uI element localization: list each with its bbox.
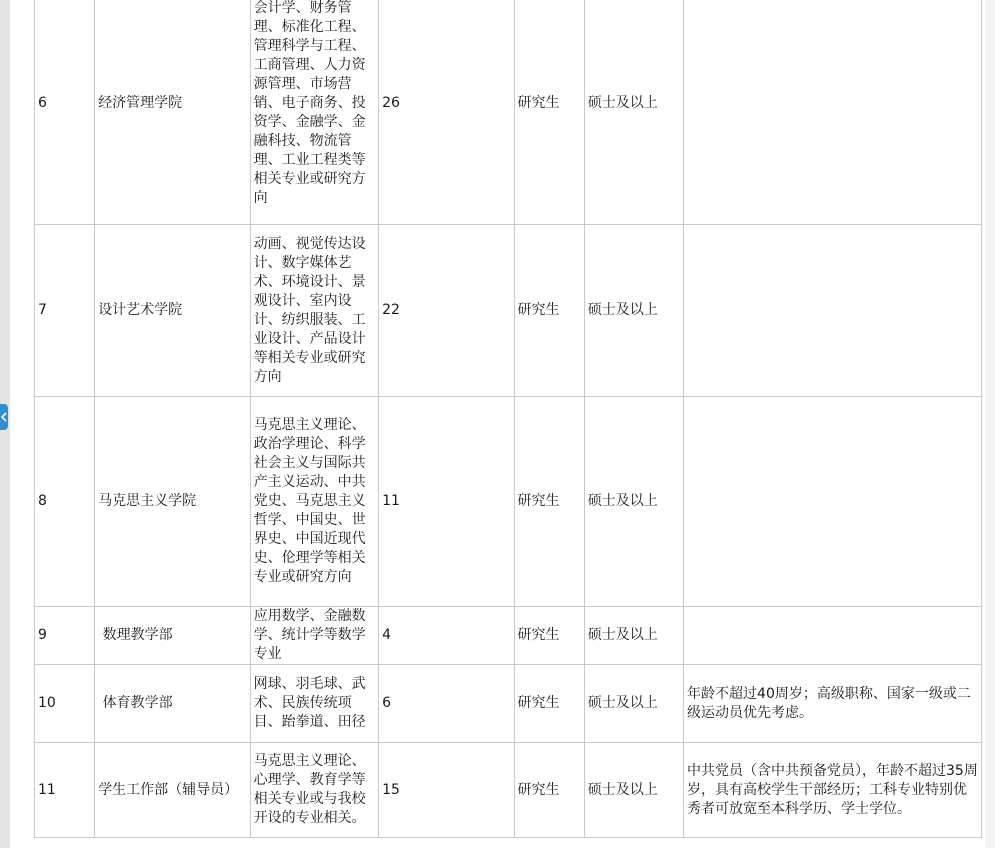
major-requirement: 会计学、财务管理、标准化工程、管理科学与工程、工商管理、人力资源管理、市场营销、电子商务、投资学、金融学、金融科技、物流管理、工业工程类等相关专业或研究方向 xyxy=(250,0,378,225)
other-requirements xyxy=(684,397,982,607)
row-number: 6 xyxy=(35,0,95,225)
major-requirement: 应用数学、金融数学、统计学等数学专业 xyxy=(250,607,378,665)
degree-level: 硕士及以上 xyxy=(584,0,683,225)
unit-name: 经济管理学院 xyxy=(95,0,250,225)
chevron-left-icon xyxy=(1,412,7,422)
major-requirement: 马克思主义理论、心理学、教育学等相关专业或与我校开设的专业相关。 xyxy=(250,743,378,838)
table-row xyxy=(35,0,982,225)
table-row xyxy=(35,665,982,743)
other-requirements xyxy=(684,0,982,225)
education: 研究生 xyxy=(514,397,584,607)
major-requirement: 网球、羽毛球、武术、民族传统项目、跆拳道、田径 xyxy=(250,665,378,743)
other-requirements: 年龄不超过40周岁；高级职称、国家一级或二级运动员优先考虑。 xyxy=(684,665,982,743)
row-number: 11 xyxy=(35,743,95,838)
degree-level: 硕士及以上 xyxy=(584,397,683,607)
headcount: 6 xyxy=(379,665,514,743)
unit-name: 数理教学部 xyxy=(95,607,250,665)
unit-name: 学生工作部（辅导员） xyxy=(95,743,250,838)
unit-name: 马克思主义学院 xyxy=(95,397,250,607)
major-requirement: 动画、视觉传达设计、数字媒体艺术、环境设计、景观设计、室内设计、纺织服装、工业设计、产品设计等相关专业或研究方向 xyxy=(250,225,378,397)
headcount: 11 xyxy=(379,397,514,607)
degree-level: 硕士及以上 xyxy=(584,743,683,838)
degree-level: 硕士及以上 xyxy=(584,607,683,665)
table-row xyxy=(35,743,982,838)
education: 研究生 xyxy=(514,743,584,838)
headcount: 22 xyxy=(379,225,514,397)
row-number: 9 xyxy=(35,607,95,665)
row-number: 10 xyxy=(35,665,95,743)
table-row xyxy=(35,397,982,607)
degree-level: 硕士及以上 xyxy=(584,225,683,397)
right-gutter xyxy=(985,0,995,848)
table-row xyxy=(35,607,982,665)
row-number: 8 xyxy=(35,397,95,607)
unit-name: 设计艺术学院 xyxy=(95,225,250,397)
other-requirements: 中共党员（含中共预备党员），年龄不超过35周岁，具有高校学生干部经历；工科专业特别优秀者可放宽至本科学历、学士学位。 xyxy=(684,743,982,838)
education: 研究生 xyxy=(514,225,584,397)
headcount: 4 xyxy=(379,607,514,665)
collapse-panel-button[interactable] xyxy=(0,404,8,430)
headcount: 15 xyxy=(379,743,514,838)
education: 研究生 xyxy=(514,665,584,743)
other-requirements xyxy=(684,225,982,397)
education: 研究生 xyxy=(514,0,584,225)
other-requirements xyxy=(684,607,982,665)
unit-name: 体育教学部 xyxy=(95,665,250,743)
degree-level: 硕士及以上 xyxy=(584,665,683,743)
table-row xyxy=(35,225,982,397)
row-number: 7 xyxy=(35,225,95,397)
major-requirement: 马克思主义理论、政治学理论、科学社会主义与国际共产主义运动、中共党史、马克思主义哲学、中国史、世界史、中国近现代史、伦理学等相关专业或研究方向 xyxy=(250,397,378,607)
education: 研究生 xyxy=(514,607,584,665)
headcount: 26 xyxy=(379,0,514,225)
recruitment-table xyxy=(34,0,982,838)
